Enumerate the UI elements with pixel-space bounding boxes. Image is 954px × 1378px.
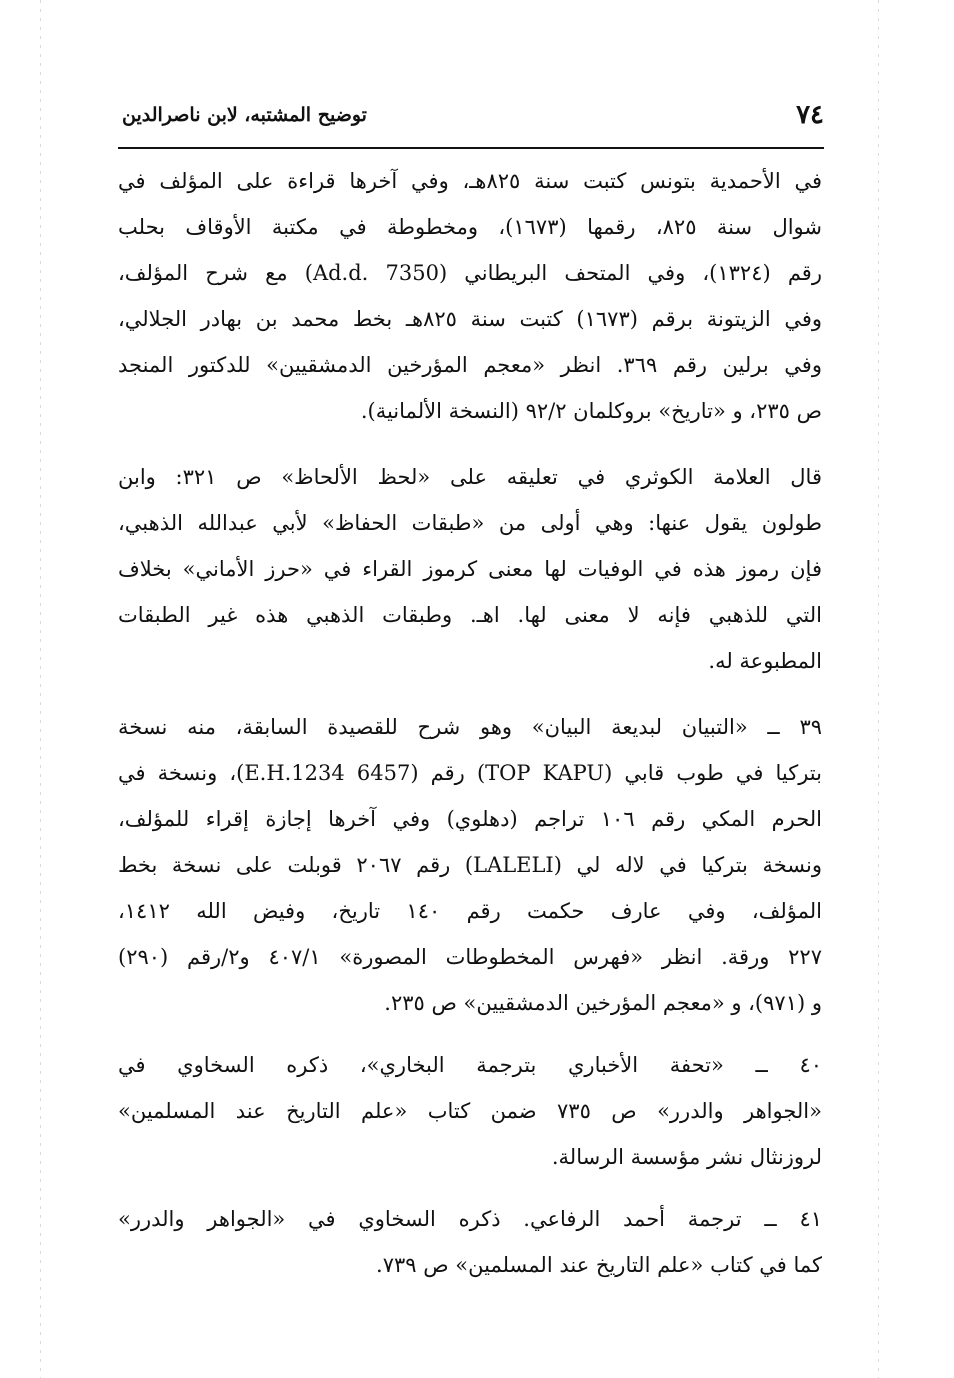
text-line: المؤلف، وفي عارف حكمت رقم ١٤٠ تاريخ، وفيض الله ١٤١٢،: [118, 899, 822, 923]
text-line: ص ٢٣٥، و «تاريخ» بروكلمان ٩٢/٢ (النسخة الألمانية).: [360, 399, 822, 423]
text-line: ونسخة بتركيا في لاله لي (LALELI) رقم ٢٠٦٧ قوبلت على نسخة بخط: [118, 853, 822, 877]
text-line: في الأحمدية بتونس كتبت سنة ٨٢٥هـ، وفي آخرها قراءة على المؤلف في: [118, 169, 822, 193]
text-line: «الجواهر والدرر» ص ٧٣٥ ضمن كتاب «علم التاريخ عند المسلمين»: [118, 1099, 822, 1123]
text-line: وفي الزيتونة برقم (١٦٧٣) كتبت سنة ٨٢٥هـ بخط محمد بن بهادر الجلالي،: [118, 307, 822, 331]
text-line: طولون يقول عنها: وهي أولى من «طبقات الحفاظ» لأبي عبدالله الذهبي،: [118, 511, 822, 535]
entry-40: [118, 1042, 822, 1180]
text-line: المطبوعة له.: [708, 649, 822, 673]
text-line: قال العلامة الكوثري في تعليقه على «لحظ الألحاظ» ص ٣٢١: وابن: [118, 465, 822, 489]
entry-41: [118, 1196, 822, 1288]
running-title: توضيح المشتبه، لابن ناصرالدين: [122, 104, 367, 126]
text-line: الحرم المكي رقم ١٠٦ تراجم (دهلوي) وفي آخرها إجازة إقراء للمؤلف،: [118, 807, 822, 831]
text-line: كما في كتاب «علم التاريخ عند المسلمين» ص ٧٣٩.: [376, 1253, 822, 1277]
text-line: شوال سنة ٨٢٥، رقمها (١٦٧٣)، ومخطوطة في مكتبة الأوقاف بحلب: [118, 215, 822, 239]
text-line: رقم (١٣٢٤)، وفي المتحف البريطاني (Ad.d. 7350) مع شرح المؤلف،: [118, 261, 822, 285]
text-line: ٤١ ــ ترجمة أحمد الرفاعي. ذكره السخاوي في «الجواهر والدرر»: [118, 1207, 822, 1231]
text-line: ٤٠ ــ «تحفة الأخباري بترجمة البخاري»، ذكره السخاوي في: [118, 1053, 822, 1077]
text-line: وفي برلين رقم ٣٦٩. انظر «معجم المؤرخين الدمشقيين» للدكتور المنجد: [118, 353, 822, 377]
text-line: ٣٩ ــ «التبيان لبديعة البيان» وهو شرح للقصيدة السابقة، منه نسخة: [118, 715, 822, 739]
text-line: بتركيا في طوب قابي (TOP KAPU) رقم (6457 E.H.1234)، ونسخة في: [118, 761, 822, 785]
scan-edge-right: [878, 0, 879, 1378]
page-header: [118, 96, 824, 140]
text-line: و (٩٧١)، و «معجم المؤرخين الدمشقيين» ص ٢٣٥.: [384, 991, 822, 1015]
paragraph-kawthari: [118, 454, 822, 684]
text-line: لروزنثال نشر مؤسسة الرسالة.: [551, 1145, 822, 1169]
page-body: [118, 158, 822, 1288]
text-line: التي للذهبي فإنه لا معنى لها. اهـ. وطبقات الذهبي هذه غير الطبقات: [118, 603, 822, 627]
page-number: ٧٤: [796, 100, 824, 130]
header-rule: [118, 147, 824, 149]
text-line: فإن رموز هذه في الوفيات لها معنى كرموز القراء في «حرز الأماني» بخلاف: [118, 557, 822, 581]
entry-39: [118, 704, 822, 1026]
scan-edge-left: [40, 0, 41, 1378]
text-line: ٢٢٧ ورقة. انظر «فهرس المخطوطات المصورة» ٤٠٧/١ و٢/رقم (٢٩٠): [118, 945, 822, 969]
paragraph-manuscripts: [118, 158, 822, 434]
